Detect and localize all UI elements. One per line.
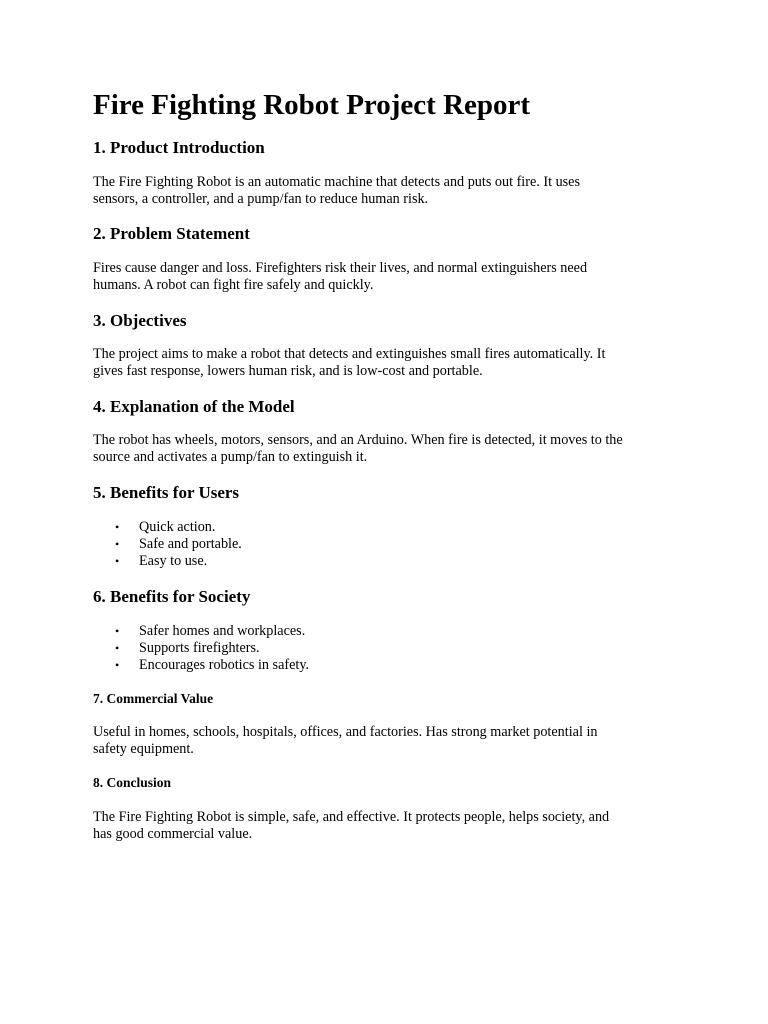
section-heading-product-introduction: 1. Product Introduction	[93, 138, 265, 157]
paragraph-line: has good commercial value.	[93, 826, 253, 842]
paragraph-line: safety equipment.	[93, 741, 194, 757]
list-item-text: Safe and portable.	[139, 536, 242, 552]
section-paragraph-conclusion	[93, 809, 683, 843]
list-item	[93, 519, 242, 536]
list-item	[93, 623, 309, 640]
document-title: Fire Fighting Robot Project Report	[93, 89, 531, 121]
paragraph-line: Useful in homes, schools, hospitals, offices, and factories. Has strong market potential in	[93, 724, 598, 740]
paragraph-line: source and activates a pump/fan to extinguish it.	[93, 449, 368, 465]
paragraph-line: The Fire Fighting Robot is an automatic machine that detects and puts out fire. It uses	[93, 174, 581, 190]
section-paragraph-product-introduction	[93, 174, 683, 208]
section-paragraph-explanation-of-model	[93, 432, 683, 466]
bullet-icon: •	[115, 537, 120, 551]
paragraph-line: gives fast response, lowers human risk, and is low-cost and portable.	[93, 363, 483, 379]
bullet-list-benefits-for-society	[93, 623, 309, 674]
section-heading-objectives: 3. Objectives	[93, 311, 187, 330]
paragraph-line: The Fire Fighting Robot is simple, safe, and effective. It protects people, helps society, and	[93, 809, 610, 825]
list-item	[93, 657, 309, 674]
paragraph-line: The robot has wheels, motors, sensors, and an Arduino. When fire is detected, it moves to the	[93, 432, 623, 448]
section-heading-commercial-value: 7. Commercial Value	[93, 691, 214, 706]
section-paragraph-objectives	[93, 346, 683, 380]
paragraph-line: The project aims to make a robot that detects and extinguishes small fires automatically. It	[93, 346, 606, 362]
section-heading-benefits-for-users: 5. Benefits for Users	[93, 483, 240, 502]
section-heading-explanation-of-model: 4. Explanation of the Model	[93, 397, 295, 416]
paragraph-line: humans. A robot can fight fire safely and quickly.	[93, 277, 374, 293]
paragraph-line: sensors, a controller, and a pump/fan to reduce human risk.	[93, 191, 429, 207]
section-heading-benefits-for-society: 6. Benefits for Society	[93, 587, 251, 606]
bullet-icon: •	[115, 554, 120, 568]
list-item	[93, 536, 242, 553]
section-paragraph-commercial-value	[93, 724, 683, 758]
section-heading-conclusion: 8. Conclusion	[93, 775, 172, 790]
section-heading-problem-statement: 2. Problem Statement	[93, 224, 250, 243]
bullet-icon: •	[115, 520, 120, 534]
list-item	[93, 553, 242, 570]
section-paragraph-problem-statement	[93, 260, 683, 294]
list-item-text: Supports firefighters.	[139, 640, 260, 656]
list-item-text: Easy to use.	[139, 553, 208, 569]
bullet-icon: •	[115, 641, 120, 655]
list-item-text: Encourages robotics in safety.	[139, 657, 310, 673]
paragraph-line: Fires cause danger and loss. Firefighters risk their lives, and normal extinguishers need	[93, 260, 588, 276]
list-item	[93, 640, 309, 657]
bullet-icon: •	[115, 658, 120, 672]
list-item-text: Safer homes and workplaces.	[139, 623, 306, 639]
bullet-list-benefits-for-users	[93, 519, 242, 570]
bullet-icon: •	[115, 624, 120, 638]
list-item-text: Quick action.	[139, 519, 216, 535]
